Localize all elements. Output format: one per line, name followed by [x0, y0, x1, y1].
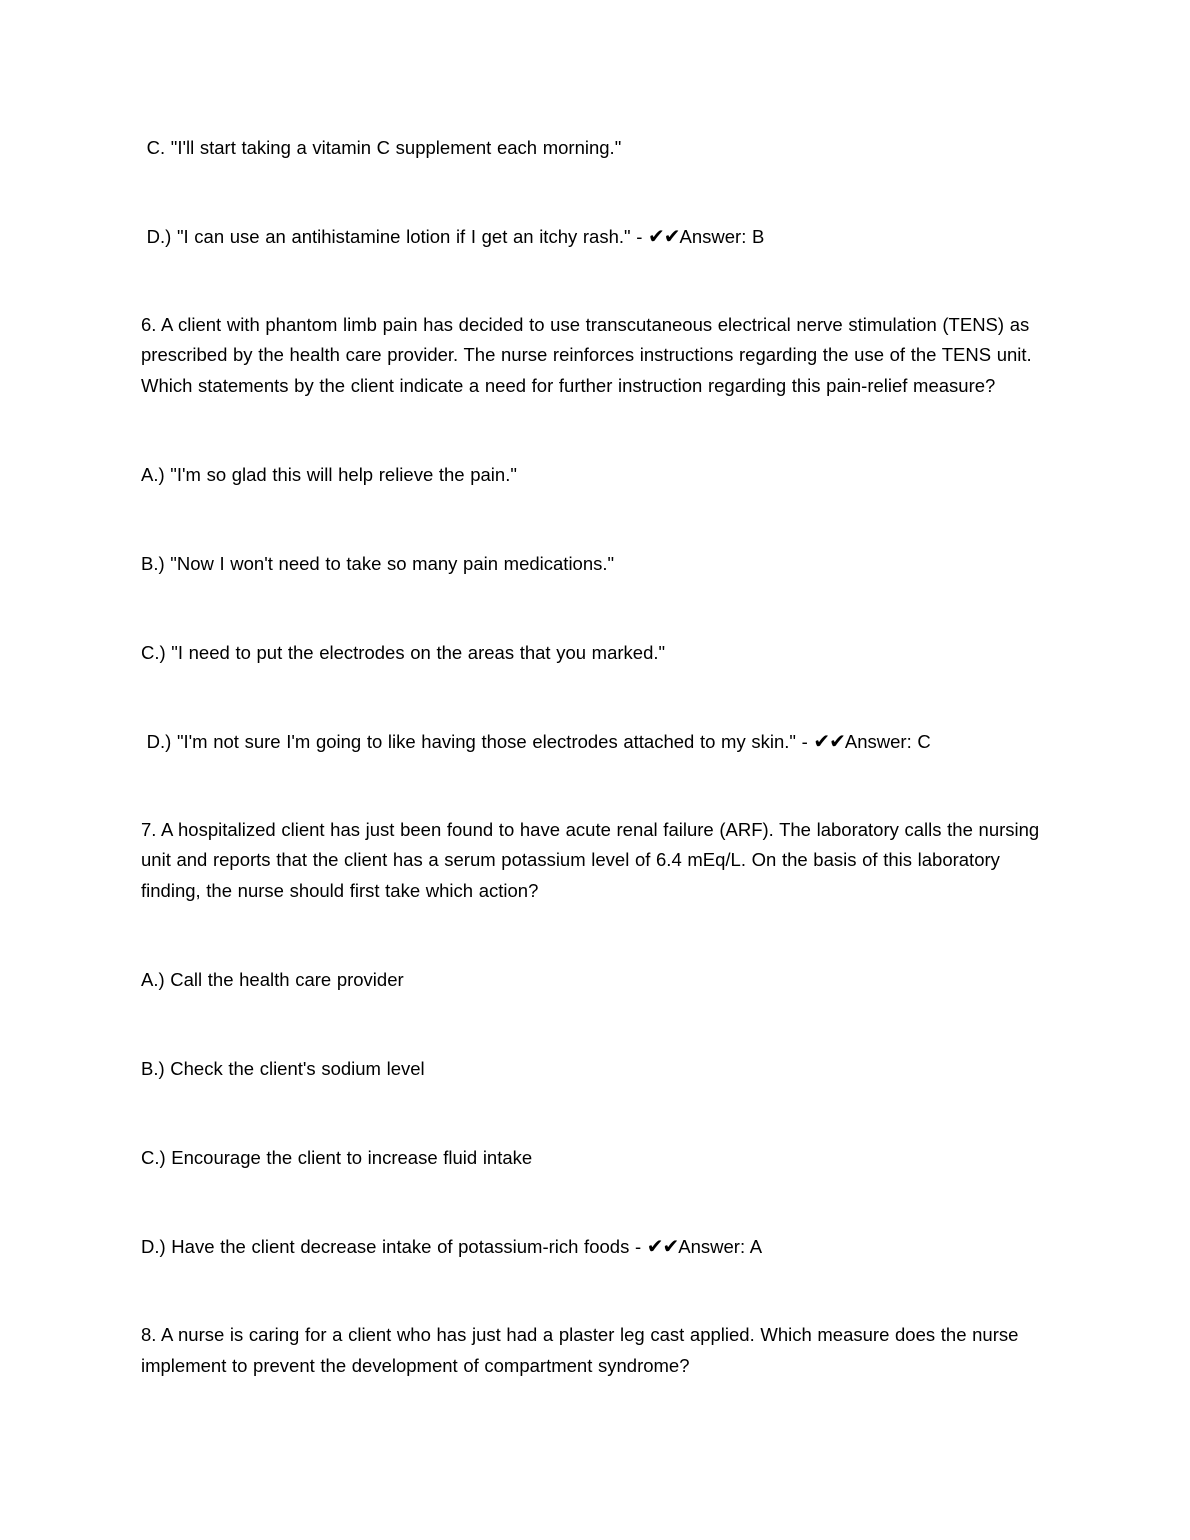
option-line: [141, 1053, 1046, 1084]
question-line: [141, 310, 1046, 401]
option-line: [141, 221, 1046, 252]
checkmark-icon: ✔✔: [813, 729, 845, 753]
option-line: [141, 1231, 1046, 1262]
question-text: 6. A client with phantom limb pain has decided to use transcutaneous electrical nerve stimulation (TENS) as prescribed by the health care provider. The nurse reinforces instructions regarding the use of the TENS unit. Which statements by the client indicate a need for further instruction regarding this pain-relief measure?: [141, 314, 1038, 396]
option-text: C. "I'll start taking a vitamin C supplement each morning.": [141, 137, 622, 158]
option-line: [141, 637, 1046, 668]
question-text: 7. A hospitalized client has just been found to have acute renal failure (ARF). The laboratory calls the nursing unit and reports that the client has a serum potassium level of 6.4 mEq/L. On the basis of this laboratory finding, the nurse should first take which action?: [141, 819, 1045, 901]
option-text: A.) "I'm so glad this will help relieve the pain.": [141, 464, 517, 485]
option-text: C.) Encourage the client to increase fluid intake: [141, 1147, 533, 1168]
checkmark-icon: ✔✔: [648, 224, 680, 248]
answer-label: Answer: A: [678, 1236, 763, 1257]
option-line: [141, 132, 1046, 163]
option-text: D.) "I can use an antihistamine lotion if I get an itchy rash." -: [141, 226, 649, 247]
option-line: [141, 548, 1046, 579]
option-line: [141, 964, 1046, 995]
option-text: B.) "Now I won't need to take so many pain medications.": [141, 553, 615, 574]
option-text: B.) Check the client's sodium level: [141, 1058, 425, 1079]
answer-label: Answer: C: [844, 731, 931, 752]
checkmark-icon: ✔✔: [646, 1234, 679, 1258]
question-line: [141, 815, 1046, 906]
option-line: [141, 1142, 1046, 1173]
option-line: [141, 459, 1046, 490]
option-line: [141, 726, 1046, 757]
question-line: [141, 1320, 1046, 1381]
option-text: D.) "I'm not sure I'm going to like having those electrodes attached to my skin." -: [141, 731, 814, 752]
question-text: 8. A nurse is caring for a client who has just had a plaster leg cast applied. Which measure does the nurse implement to prevent the development of compartment syndrome?: [141, 1324, 1025, 1376]
option-text: D.) Have the client decrease intake of potassium-rich foods -: [141, 1236, 647, 1257]
option-text: A.) Call the health care provider: [141, 969, 404, 990]
answer-label: Answer: B: [679, 226, 765, 247]
option-text: C.) "I need to put the electrodes on the areas that you marked.": [141, 642, 666, 663]
